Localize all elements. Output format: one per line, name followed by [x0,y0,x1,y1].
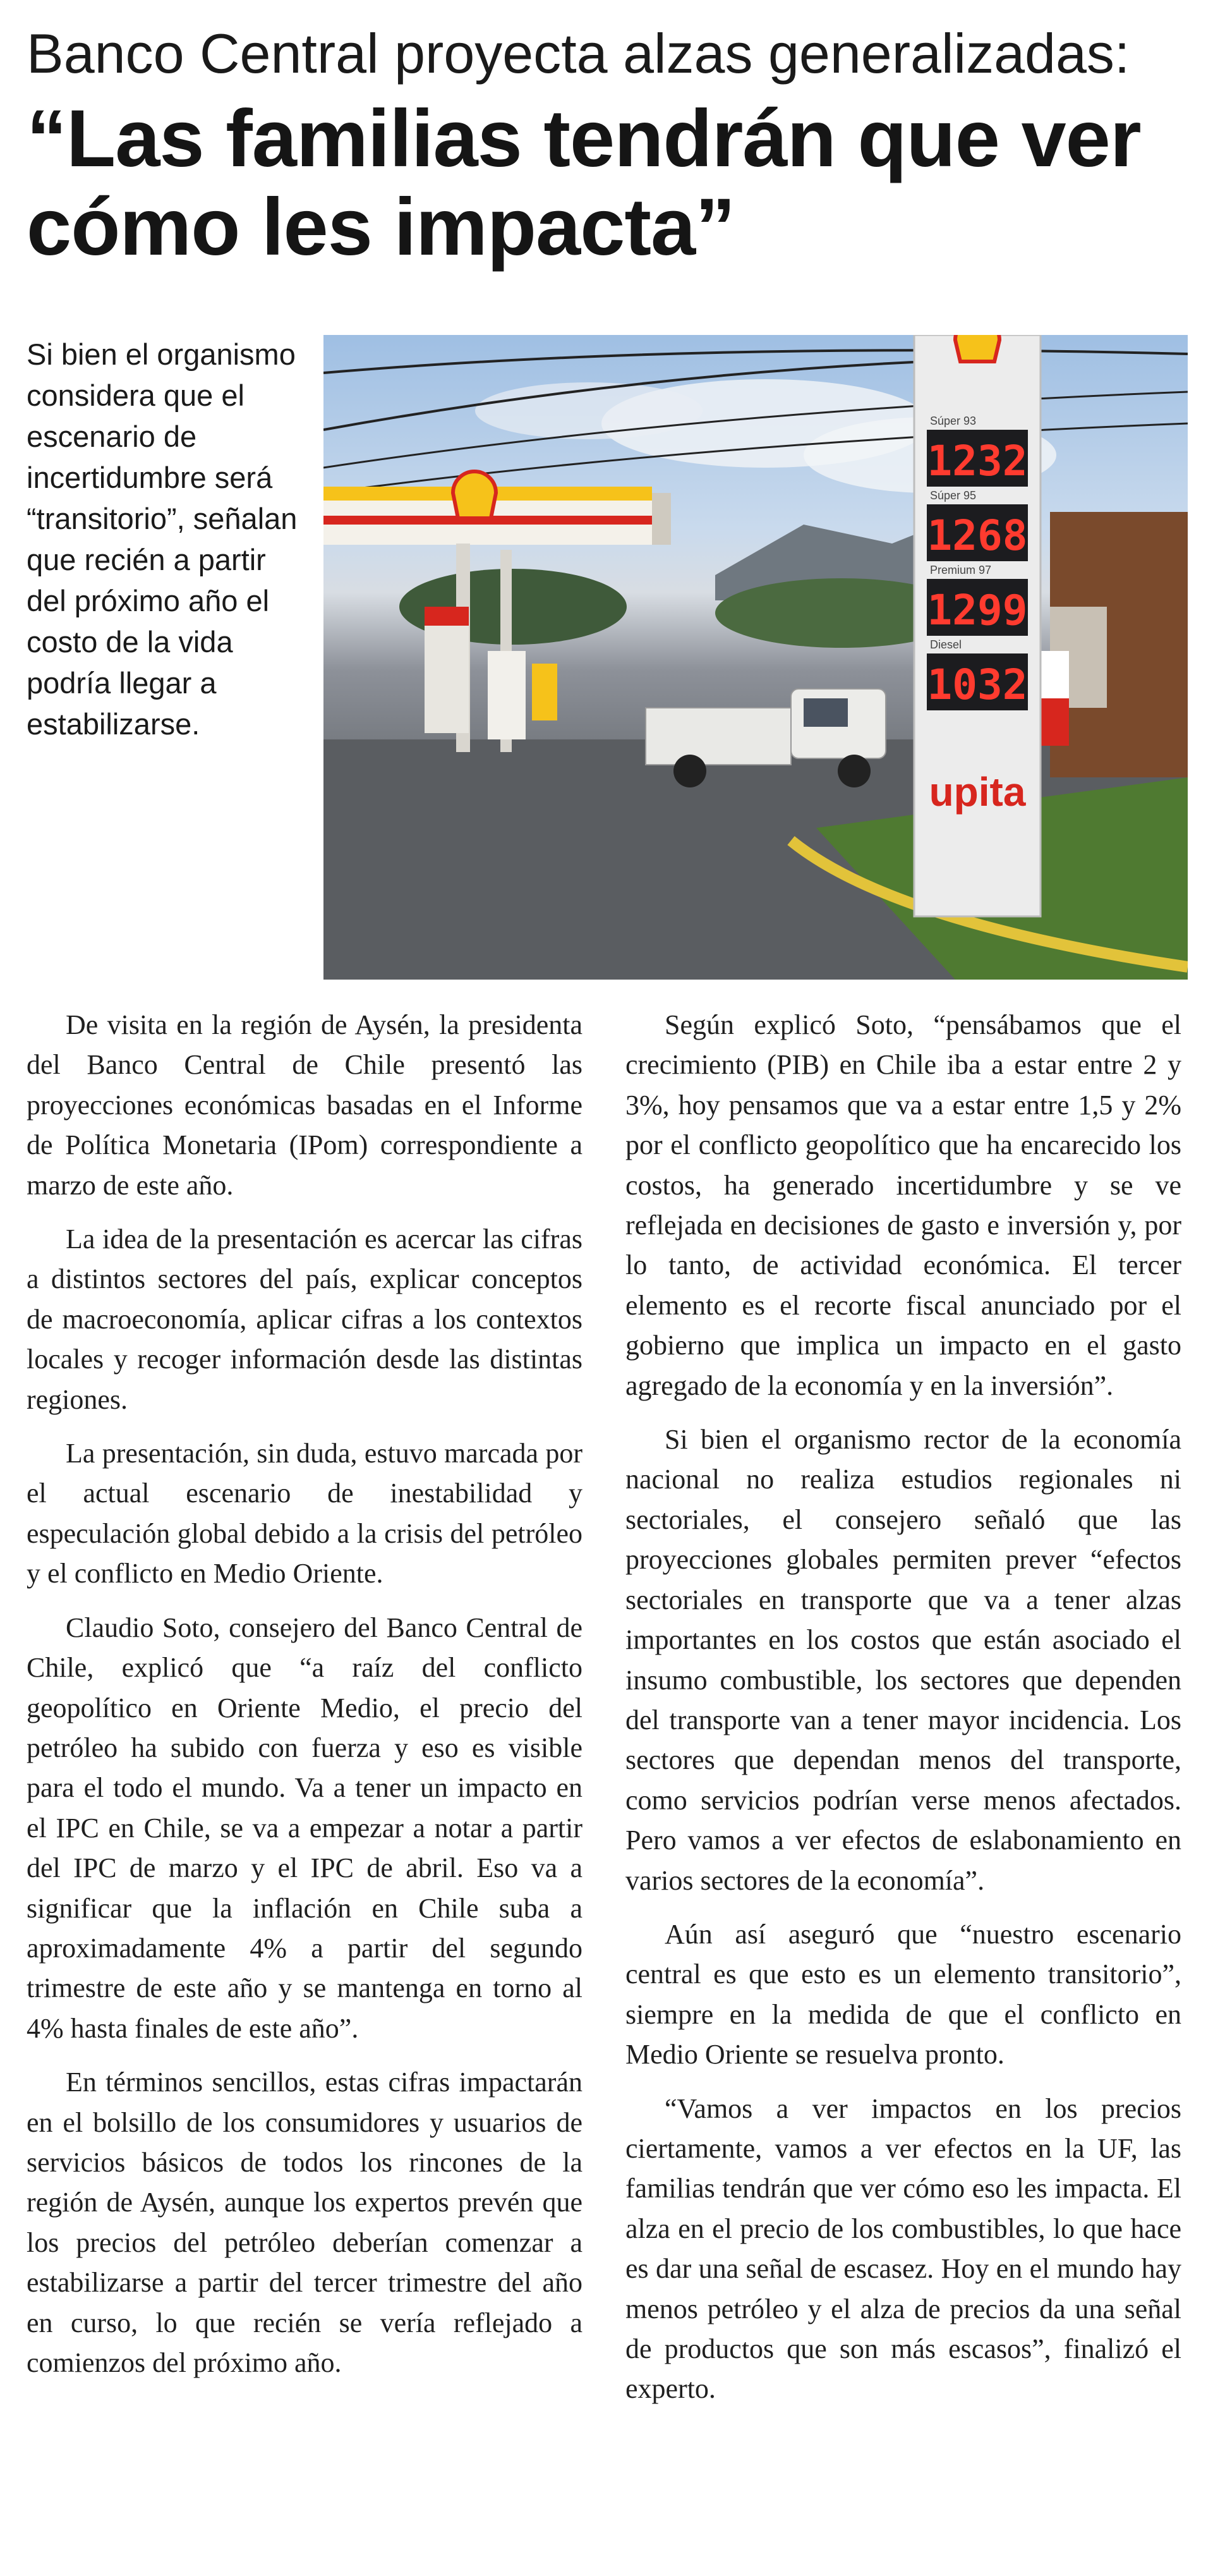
body-paragraph: La idea de la presentación es acercar las cifras a distintos sectores del país, explicar conceptos de macroeconomía, aplicar cifras a los contextos locales y recoger información desde las distintas regiones. [27,1224,582,1415]
article-body-right [625,1005,1181,2423]
fuel-grade-label: Súper 93 [930,415,977,427]
fuel-grade-label: Súper 95 [930,489,977,502]
shell-logo-pylon [955,335,999,361]
body-paragraph: De visita en la región de Aysén, la presidenta del Banco Central de Chile presentó las proyecciones económicas basadas en el Informe de Política Monetaria (IPom) correspondiente a marzo de este año. [27,1009,582,1201]
upita-logo: upita [929,769,1026,815]
fuel-price: 1232 [927,437,1028,485]
body-paragraph: Según explicó Soto, “pensábamos que el crecimiento (PIB) en Chile iba a estar entre 2 y 3%, hoy pensamos que va a estar entre 1,5 y 2% por el conflicto geopolítico que ha encarecido los costos, ha generado incertidumbre y se ve reflejada en decisiones de gasto e inversión y, por lo tanto, de actividad económica. El tercer elemento es el recorte fiscal anunciado por el gobierno que implica un impacto en el gasto agregado de la economía y en la inversión”. [625,1009,1181,1401]
fuel-price: 1268 [927,511,1028,560]
fuel-grade-label: Premium 97 [930,564,992,576]
body-paragraph: Claudio Soto, consejero del Banco Central de Chile, explicó que “a raíz del conflicto geopolítico en Oriente Medio, el precio del petróleo ha subido con fuerza y eso es visible para el todo el mundo. Va a tener un impacto en el IPC en Chile, se va a empezar a notar a partir del IPC de marzo y el IPC de abril. Eso va a significar que la inflación en Chile suba a aproximadamente 4% a partir del segundo trimestre de este año y se mantenga en torno al 4% hasta finales de este año”. [27,1612,582,2044]
fuel-price: 1299 [927,586,1028,635]
gas-station-photo [323,335,1188,980]
article-body-left [27,1005,582,2397]
price-pylon [914,335,1041,916]
body-paragraph: La presentación, sin duda, estuvo marcada por el actual escenario de inestabilidad y especulación global debido a la crisis del petróleo y el conflicto en Medio Oriente. [27,1438,582,1589]
gas-station-illustration [323,335,1188,980]
body-paragraph: Si bien el organismo rector de la economía nacional no realiza estudios regionales ni sectoriales, el consejero señaló que las proyecciones globales permiten prever “efectos sectoriales en transporte que va a tener alzas importantes en los costos que están asociado el insumo combustible, los sectores que dependen del transporte van a tener mayor incidencia. Los sectores que dependan menos del transporte, como servicios podrían verse menos afectados. Pero vamos a ver efectos de eslabonamiento en varios sectores de la economía”. [625,1424,1181,1896]
shell-logo-canopy [453,471,496,518]
body-paragraph: En términos sencillos, estas cifras impactarán en el bolsillo de los consumidores y usuarios de servicios básicos de todos los rincones de la región de Aysén, aunque los expertos prevén que los precios del petróleo deberían comenzar a estabilizarse a partir del tercer trimestre del año en curso, lo que recién se vería reflejado a comienzos del próximo año. [27,2067,582,2378]
article-kicker: Banco Central proyecta alzas generalizadas: [27,22,1130,85]
fuel-price: 1032 [927,660,1028,709]
body-paragraph: “Vamos a ver impactos en los precios ciertamente, vamos a ver efectos en la UF, las familias tendrán que ver cómo eso les impacta. El alza en el precio de los combustibles, lo que hace es dar una señal de escasez. Hoy en el mundo hay menos petróleo y el alza de precios da una señal de productos que son más escasos”, finalizó el experto. [625,2093,1181,2405]
article-lead: Si bien el organismo considera que el escenario de incertidumbre será “transitorio”, señalan que recién a partir del próximo año el costo de la vida podría llegar a estabilizarse. [27,337,298,741]
fuel-grade-label: Diesel [930,638,962,651]
article-headline: “Las familias tendrán que ver cómo les impacta” [27,94,1141,272]
body-paragraph: Aún así aseguró que “nuestro escenario central es que esto es un elemento transitorio”, siempre en la medida de que el conflicto en Medio Oriente se resuelva pronto. [625,1918,1181,2070]
